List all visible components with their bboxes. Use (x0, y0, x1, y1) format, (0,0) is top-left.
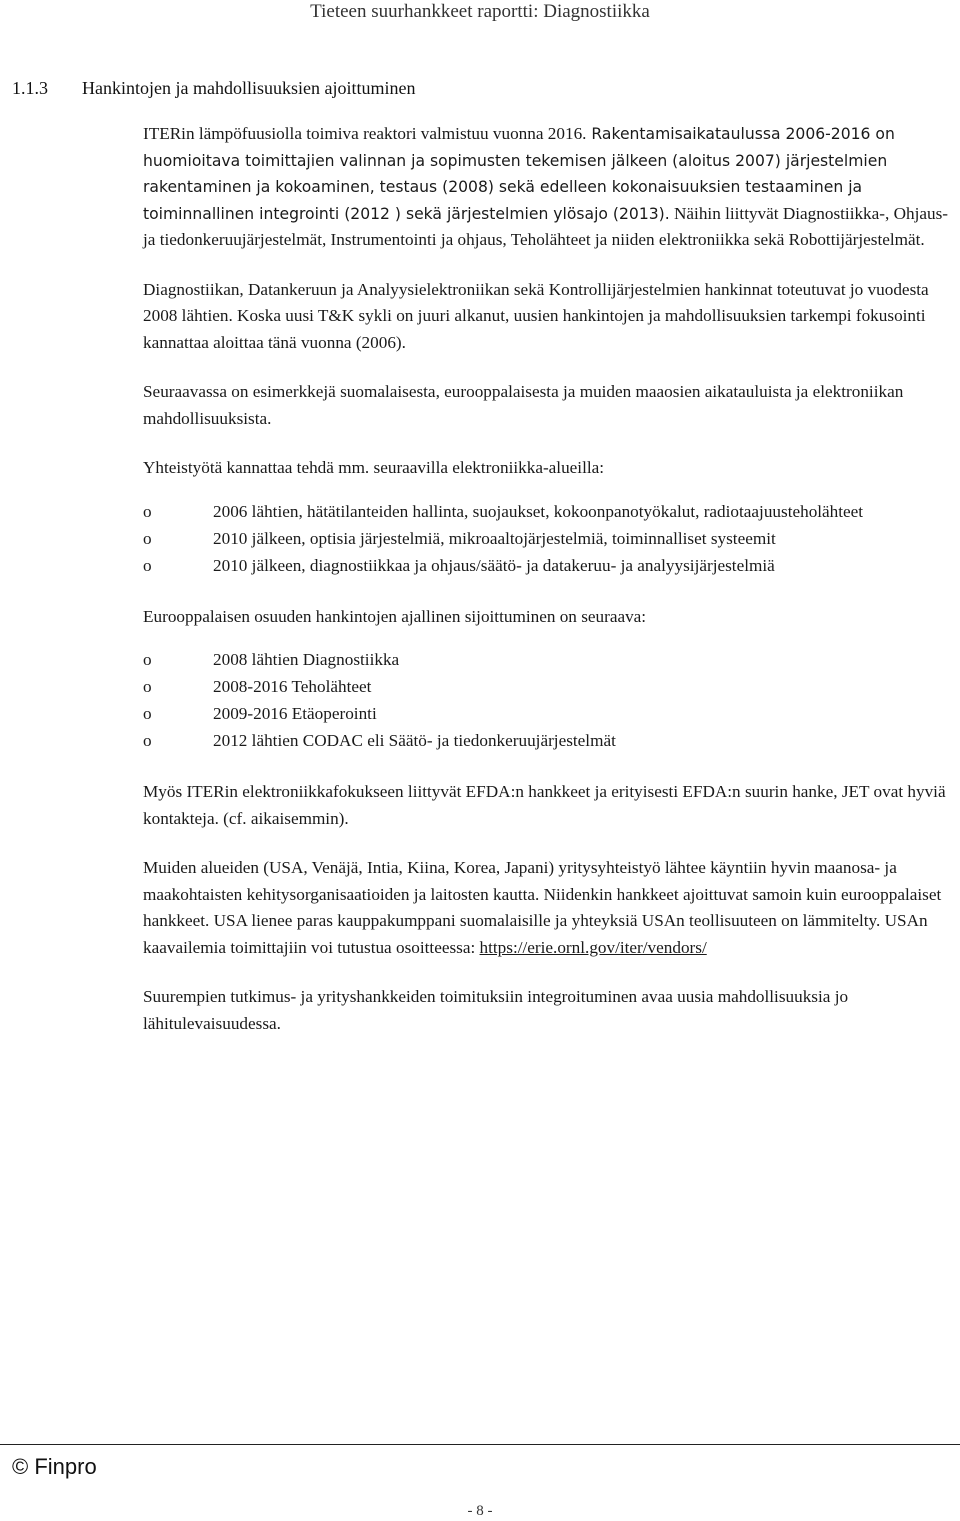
list-item: o 2006 lähtien, hätätilanteiden hallinta, suojaukset, kokoonpanotyökalut, radiotaajuusteholähteet (143, 498, 955, 525)
bullet-marker: o (143, 704, 152, 723)
paragraph-iter-schedule-tail: Näihin liittyvät Diagnostiikka-, Ohjaus- ja tiedonkeruujärjestelmät, Instrumentointi ja ohjaus, Teholähteet ja niiden elektroniikka sekä Robottijärjestelmät. (143, 203, 949, 249)
list-item: o 2008-2016 Teholähteet (143, 673, 955, 700)
paragraph-cooperation-intro: Yhteistyötä kannattaa tehdä mm. seuraavilla elektroniikka-alueilla: (143, 458, 605, 477)
paragraph-iter-schedule-intro: ITERin lämpöfuusiolla toimiva reaktori valmistuu vuonna 2016. (143, 124, 587, 143)
page-number: - 8 - (467, 1503, 493, 1519)
european-timing-list (143, 646, 955, 754)
paragraph-iter-schedule-sans: Rakentamisaikataulussa 2006-2016 on huomioitava toimittajien valinnan ja sopimusten tekemisen jälkeen (aloitus 2007) järjestelmien rakentaminen ja kokoaminen, testaus (2008) sekä edelleen kokonaisuuksien testaaminen ja toiminnallinen integrointi (2012 ) sekä järjestelmien ylösajo (2013). (143, 125, 895, 223)
section-heading (12, 76, 932, 100)
paragraph-integration: Suurempien tutkimus- ja yrityshankkeiden toimituksiin integroituminen avaa uusia mahdollisuuksia jo lähitulevaisuudessa. (143, 987, 849, 1033)
vendors-link[interactable]: https://erie.ornl.gov/iter/vendors/ (479, 937, 707, 957)
document-body (143, 121, 955, 1060)
paragraph-iter-schedule (143, 121, 955, 254)
list-item: o 2008 lähtien Diagnostiikka (143, 646, 955, 673)
bullet-marker: o (143, 650, 152, 669)
bullet-marker: o (143, 555, 152, 575)
running-header: Tieteen suurhankkeet raportti: Diagnostiikka (310, 1, 650, 22)
list-item: o 2010 jälkeen, diagnostiikkaa ja ohjaus/säätö- ja datakeruu- ja analyysijärjestelmiä (143, 552, 955, 579)
paragraph-efda: Myös ITERin elektroniikkafokukseen liittyvät EFDA:n hankkeet ja erityisesti EFDA:n suurin hanke, JET ovat hyviä kontakteja. (cf. aikaisemmin). (143, 782, 946, 828)
list-item: o 2009-2016 Etäoperointi (143, 700, 955, 727)
bullet-marker: o (143, 528, 152, 548)
footer-divider (0, 1444, 960, 1445)
paragraph-other-regions: Muiden alueiden (USA, Venäjä, Intia, Kiina, Korea, Japani) yritysyhteistyö lähtee käyntiin hyvin maanosa- ja maakohtaisten kehitysorganisaatioiden ja laitosten kautta. Niidenkin hankkeet ajoittuvat samoin kuin eurooppalaiset hankkeet. USA lienee paras kauppakumppani suomalaisille ja yhteyksiä USAn teollisuuteen on lämmitelty. USAn kaavailemia toimittajiin voi tutustua osoitteessa: https://erie.ornl.gov/iter/vendors/ (143, 858, 942, 957)
paragraph-examples: Seuraavassa on esimerkkejä suomalaisesta, eurooppalaisesta ja muiden maaosien aikatauluista ja elektroniikan mahdollisuuksista. (143, 382, 904, 428)
bullet-marker: o (143, 731, 152, 750)
paragraph-procurement: Diagnostiikan, Datankeruun ja Analyysielektroniikan sekä Kontrollijärjestelmien hankinnat toteutuvat jo vuodesta 2008 lähtien. Koska uusi T&K sykli on juuri alkanut, uusien hankintojen ja mahdollisuuksien tarkempi fokusointi kannattaa aloittaa tänä vuonna (2006). (143, 279, 929, 352)
section-title: Hankintojen ja mahdollisuuksien ajoittuminen (82, 78, 416, 98)
list-item: o 2012 lähtien CODAC eli Säätö- ja tiedonkeruujärjestelmät (143, 727, 955, 754)
copyright-notice: © Finpro (12, 1454, 97, 1479)
paragraph-european-timing: Eurooppalaisen osuuden hankintojen ajallinen sijoittuminen on seuraava: (143, 606, 647, 626)
electronics-areas-list (143, 498, 955, 579)
section-number: 1.1.3 (12, 78, 48, 98)
bullet-marker: o (143, 677, 152, 696)
bullet-marker: o (143, 501, 152, 521)
list-item: o 2010 jälkeen, optisia järjestelmiä, mikroaaltojärjestelmiä, toiminnalliset systeemit (143, 525, 955, 552)
